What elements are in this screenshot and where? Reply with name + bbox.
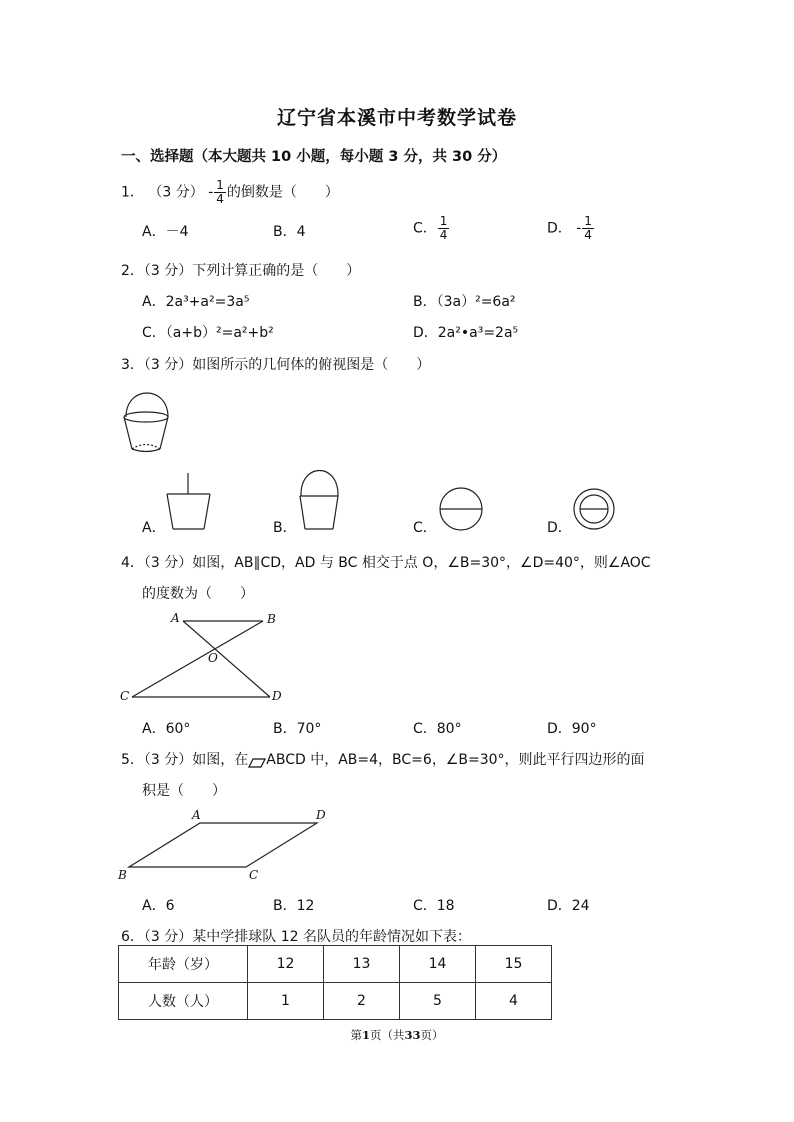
parallelogram-symbol	[248, 756, 266, 765]
age-table	[118, 945, 552, 1020]
q1-d-fraction: $\frac{1}{4}$	[584, 214, 592, 242]
q5-option-a[interactable]: A．6	[142, 898, 175, 914]
table-cell: 4	[476, 983, 552, 1020]
q1-number: 1．	[121, 184, 144, 201]
q1-option-d[interactable]: D． - $\frac{1}{4}$	[547, 214, 592, 242]
section-heading: 一、选择题（本大题共 10 小题，每小题 3 分，共 30 分）	[121, 149, 507, 165]
table-row	[119, 946, 552, 983]
q3-option-b[interactable]: B．	[273, 520, 297, 536]
q1-fraction: $\frac{1}{4}$	[216, 178, 224, 206]
q5-option-d[interactable]: D．24	[547, 898, 590, 914]
q4-option-b[interactable]: B．70°	[273, 721, 322, 737]
q1-score: （3 分）	[148, 184, 204, 201]
q3-option-d[interactable]: D．	[547, 520, 572, 536]
q5-figure	[129, 823, 317, 867]
q4-option-c[interactable]: C．80°	[413, 721, 462, 737]
table-cell: 1	[248, 983, 324, 1020]
q4-option-a[interactable]: A．60°	[142, 721, 191, 737]
page-footer: 第1页（共33页）	[350, 1028, 444, 1042]
q4-label-c: C	[120, 689, 130, 703]
table-row	[119, 983, 552, 1020]
q4-label-b: B	[267, 612, 276, 626]
question-5: 5．（3 分）如图，在 ABCD 中，AB=4，BC=6，∠B=30°，则此平行四边形的面	[121, 752, 645, 768]
table-header-cell: 年龄（岁）	[119, 946, 248, 983]
q2-option-c[interactable]: C．（a+b）²=a²+b²	[142, 325, 274, 341]
page-number: 1	[361, 1028, 370, 1042]
question-5-line2: 积是（ ）	[142, 783, 226, 799]
table-cell: 15	[476, 946, 552, 983]
q5-label-c: C	[249, 868, 259, 882]
q3-option-c-figure	[440, 488, 482, 530]
q5-label-b: B	[118, 868, 127, 882]
q1-text: 的倒数是（ ）	[226, 184, 339, 201]
q3-option-a-figure	[167, 473, 210, 529]
q2-option-a[interactable]: A．2a³+a²=3a⁵	[142, 294, 250, 310]
q4-label-a: A	[171, 611, 180, 625]
q2-option-d[interactable]: D．2a²•a³=2a⁵	[413, 325, 519, 341]
page-title: 辽宁省本溪市中考数学试卷	[276, 107, 517, 129]
question-6: 6．（3 分）某中学排球队 12 名队员的年龄情况如下表：	[121, 929, 471, 945]
q3-option-c[interactable]: C．	[413, 520, 437, 536]
table-cell: 2	[324, 983, 400, 1020]
q2-option-b[interactable]: B．（3a）²=6a²	[413, 294, 516, 310]
table-cell: 12	[248, 946, 324, 983]
question-4: 4．（3 分）如图，AB∥CD，AD 与 BC 相交于点 O，∠B=30°，∠D=40°，则∠AOC	[121, 555, 651, 571]
q4-label-d: D	[272, 689, 282, 703]
q4-label-o: O	[208, 651, 218, 665]
q1-option-a[interactable]: A．－4	[142, 224, 189, 240]
q1-option-c[interactable]: C． $\frac{1}{4}$	[413, 214, 448, 242]
total-pages: 33	[404, 1028, 421, 1042]
table-header-cell: 人数（人）	[119, 983, 248, 1020]
question-3: 3．（3 分）如图所示的几何体的俯视图是（ ）	[121, 357, 431, 373]
q5-label-a: A	[192, 808, 201, 822]
q5-option-c[interactable]: C．18	[413, 898, 455, 914]
q3-option-a[interactable]: A．	[142, 520, 166, 536]
table-cell: 14	[400, 946, 476, 983]
question-4-line2: 的度数为（ ）	[142, 586, 254, 602]
q5-label-d: D	[316, 808, 326, 822]
q1-minus: -	[208, 184, 214, 201]
q1-option-b[interactable]: B．4	[273, 224, 306, 240]
table-cell: 13	[324, 946, 400, 983]
q3-option-d-figure	[574, 489, 614, 529]
question-2: 2．（3 分）下列计算正确的是（ ）	[121, 263, 361, 279]
q4-figure	[132, 621, 270, 697]
q4-option-d[interactable]: D．90°	[547, 721, 597, 737]
q3-option-b-figure	[300, 471, 338, 530]
q5-option-b[interactable]: B．12	[273, 898, 315, 914]
table-cell: 5	[400, 983, 476, 1020]
q1-c-fraction: $\frac{1}{4}$	[439, 214, 448, 242]
